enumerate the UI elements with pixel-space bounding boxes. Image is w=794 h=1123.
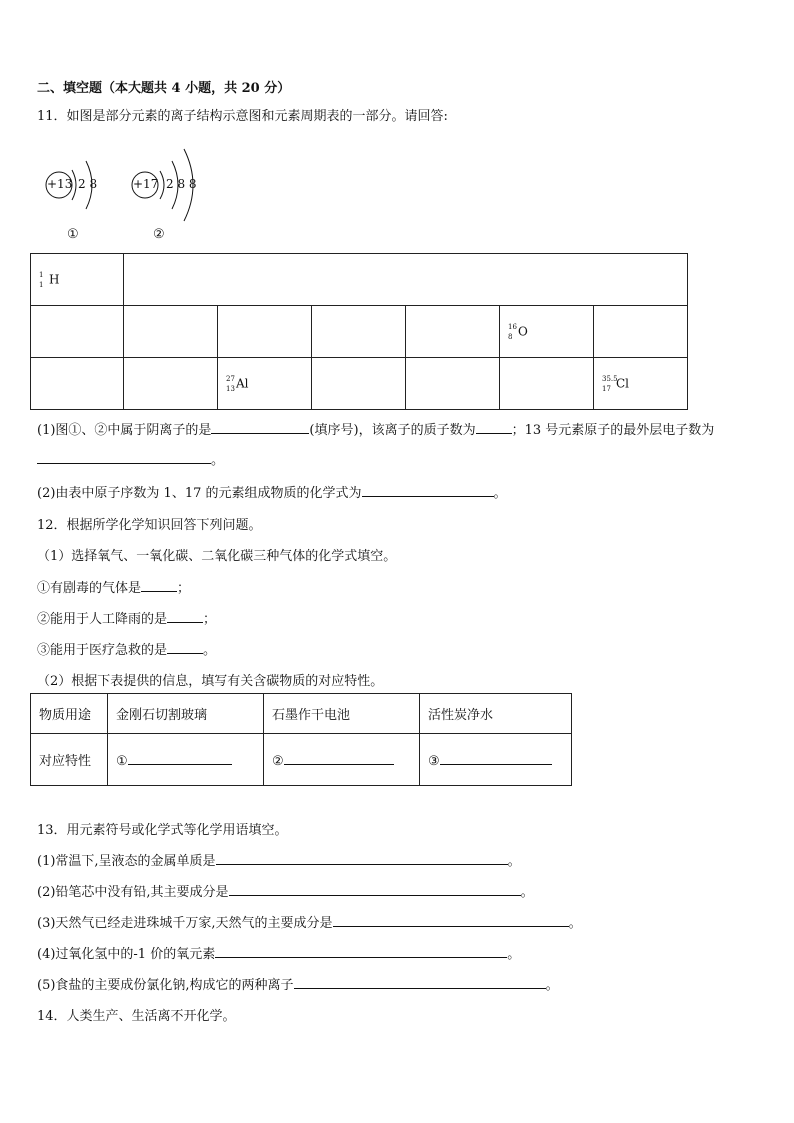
q11-part1-line2 xyxy=(37,449,224,468)
cl-symbol: Cl xyxy=(616,376,630,390)
use-diamond: 金刚石切割玻璃 xyxy=(108,694,264,734)
cell-empty xyxy=(124,306,218,358)
cell-aluminium xyxy=(218,358,312,410)
semicolon: ； xyxy=(177,581,191,596)
q13-item3 xyxy=(37,912,582,931)
ion-diagram-2 xyxy=(128,135,218,245)
property-cell-2 xyxy=(264,734,420,786)
q11-part2 xyxy=(37,482,507,501)
answer-blank[interactable] xyxy=(37,449,211,464)
ion-2-shells: 2 8 8 xyxy=(166,177,197,191)
al-symbol: Al xyxy=(236,376,249,390)
cell-empty-span xyxy=(124,254,688,306)
o-notation: 16 8 xyxy=(508,322,517,341)
ion-2-nucleus: +17 xyxy=(133,177,159,191)
q11-part1-line1 xyxy=(37,419,714,438)
ion-1-nucleus: +13 xyxy=(47,177,73,191)
q13-i4-text: (4)过氧化氢中的-1 价的氧元素 xyxy=(37,947,216,962)
q11-p1-text-a: (1)图①、②中属于阴离子的是 xyxy=(37,423,212,438)
cell-empty xyxy=(406,306,500,358)
ion-1-shells: 2 8 xyxy=(78,177,98,191)
period: 。 xyxy=(493,486,507,501)
use-graphite: 石墨作干电池 xyxy=(264,694,420,734)
cell-empty xyxy=(312,358,406,410)
q12-i3-text: ③能用于医疗急救的是 xyxy=(37,643,168,658)
q12-i2-text: ②能用于人工降雨的是 xyxy=(37,612,168,627)
cell-empty xyxy=(406,358,500,410)
period: 。 xyxy=(203,643,217,658)
cell-chlorine xyxy=(594,358,688,410)
q13-i3-text: (3)天然气已经走进珠城千万家,天然气的主要成分是 xyxy=(37,916,333,931)
q11-stem: 11．如图是部分元素的离子结构示意图和元素周期表的一部分。请回答: xyxy=(37,109,448,124)
carbon-properties-table xyxy=(30,693,572,786)
q11-p1-text-b: (填序号)，该离子的质子数为 xyxy=(309,423,476,438)
cell-empty xyxy=(312,306,406,358)
cl-notation: 35.5 17 xyxy=(602,374,618,393)
mark-1: ① xyxy=(116,754,128,769)
answer-blank[interactable] xyxy=(128,750,232,765)
answer-blank[interactable] xyxy=(141,577,177,592)
h-symbol: H xyxy=(49,272,60,286)
q13-item2 xyxy=(37,881,534,900)
ion-1-label: ① xyxy=(67,227,79,242)
q13-item1 xyxy=(37,850,521,869)
answer-blank[interactable] xyxy=(476,419,512,434)
q13-i5-text: (5)食盐的主要成份氯化钠,构成它的两种离子 xyxy=(37,978,294,993)
ion-2-label: ② xyxy=(153,227,165,242)
q12-i1-text: ①有剧毒的气体是 xyxy=(37,581,142,596)
q14-stem: 14．人类生产、生活离不开化学。 xyxy=(37,1009,236,1024)
mark-3: ③ xyxy=(428,754,440,769)
periodic-table-fragment xyxy=(30,253,688,410)
section-title: 二、填空题（本大题共 4 小题，共 20 分） xyxy=(37,81,291,96)
period: 。 xyxy=(507,947,521,962)
answer-blank[interactable] xyxy=(284,750,394,765)
q13-item5 xyxy=(37,974,559,993)
q13-i2-text: (2)铅笔芯中没有铅,其主要成分是 xyxy=(37,885,229,900)
h-notation: 1 1 xyxy=(39,270,44,289)
use-activated-carbon: 活性炭净水 xyxy=(420,694,572,734)
answer-blank[interactable] xyxy=(333,912,569,927)
answer-blank[interactable] xyxy=(362,482,494,497)
semicolon: ； xyxy=(203,612,217,627)
row-head-property: 对应特性 xyxy=(31,734,108,786)
period: 。 xyxy=(545,978,559,993)
q11-p1-text-c: ；13 号元素原子的最外层电子数为 xyxy=(511,423,715,438)
cell-empty xyxy=(500,358,594,410)
ion-diagram-1 xyxy=(40,145,120,245)
q13-i1-text: (1)常温下,呈液态的金属单质是 xyxy=(37,854,216,869)
q12-item1 xyxy=(37,577,190,596)
q12-item2 xyxy=(37,608,216,627)
cell-oxygen xyxy=(500,306,594,358)
mark-2: ② xyxy=(272,754,284,769)
property-cell-1 xyxy=(108,734,264,786)
answer-blank[interactable] xyxy=(440,750,552,765)
cell-empty xyxy=(124,358,218,410)
al-notation: 27 13 xyxy=(226,374,235,393)
cell-empty xyxy=(31,306,124,358)
answer-blank[interactable] xyxy=(167,608,203,623)
answer-blank[interactable] xyxy=(167,639,203,654)
cell-empty xyxy=(218,306,312,358)
q12-part2: （2）根据下表提供的信息，填写有关含碳物质的对应特性。 xyxy=(37,674,384,689)
row-head-use: 物质用途 xyxy=(31,694,108,734)
property-cell-3 xyxy=(420,734,572,786)
cell-empty xyxy=(31,358,124,410)
period: 。 xyxy=(211,453,225,468)
q12-part1: （1）选择氧气、一氧化碳、二氧化碳三种气体的化学式填空。 xyxy=(37,549,397,564)
o-symbol: O xyxy=(518,324,528,338)
cell-empty xyxy=(594,306,688,358)
period: 。 xyxy=(568,916,582,931)
answer-blank[interactable] xyxy=(294,974,546,989)
period: 。 xyxy=(520,885,534,900)
answer-blank[interactable] xyxy=(215,943,507,958)
period: 。 xyxy=(507,854,521,869)
answer-blank[interactable] xyxy=(216,850,508,865)
q12-stem: 12．根据所学化学知识回答下列问题。 xyxy=(37,518,262,533)
q13-item4 xyxy=(37,943,520,962)
answer-blank[interactable] xyxy=(211,419,309,434)
answer-blank[interactable] xyxy=(229,881,521,896)
q11-p2-text: (2)由表中原子序数为 1、17 的元素组成物质的化学式为 xyxy=(37,486,362,501)
q12-item3 xyxy=(37,639,216,658)
cell-hydrogen xyxy=(31,254,124,306)
q13-stem: 13．用元素符号或化学式等化学用语填空。 xyxy=(37,823,288,838)
